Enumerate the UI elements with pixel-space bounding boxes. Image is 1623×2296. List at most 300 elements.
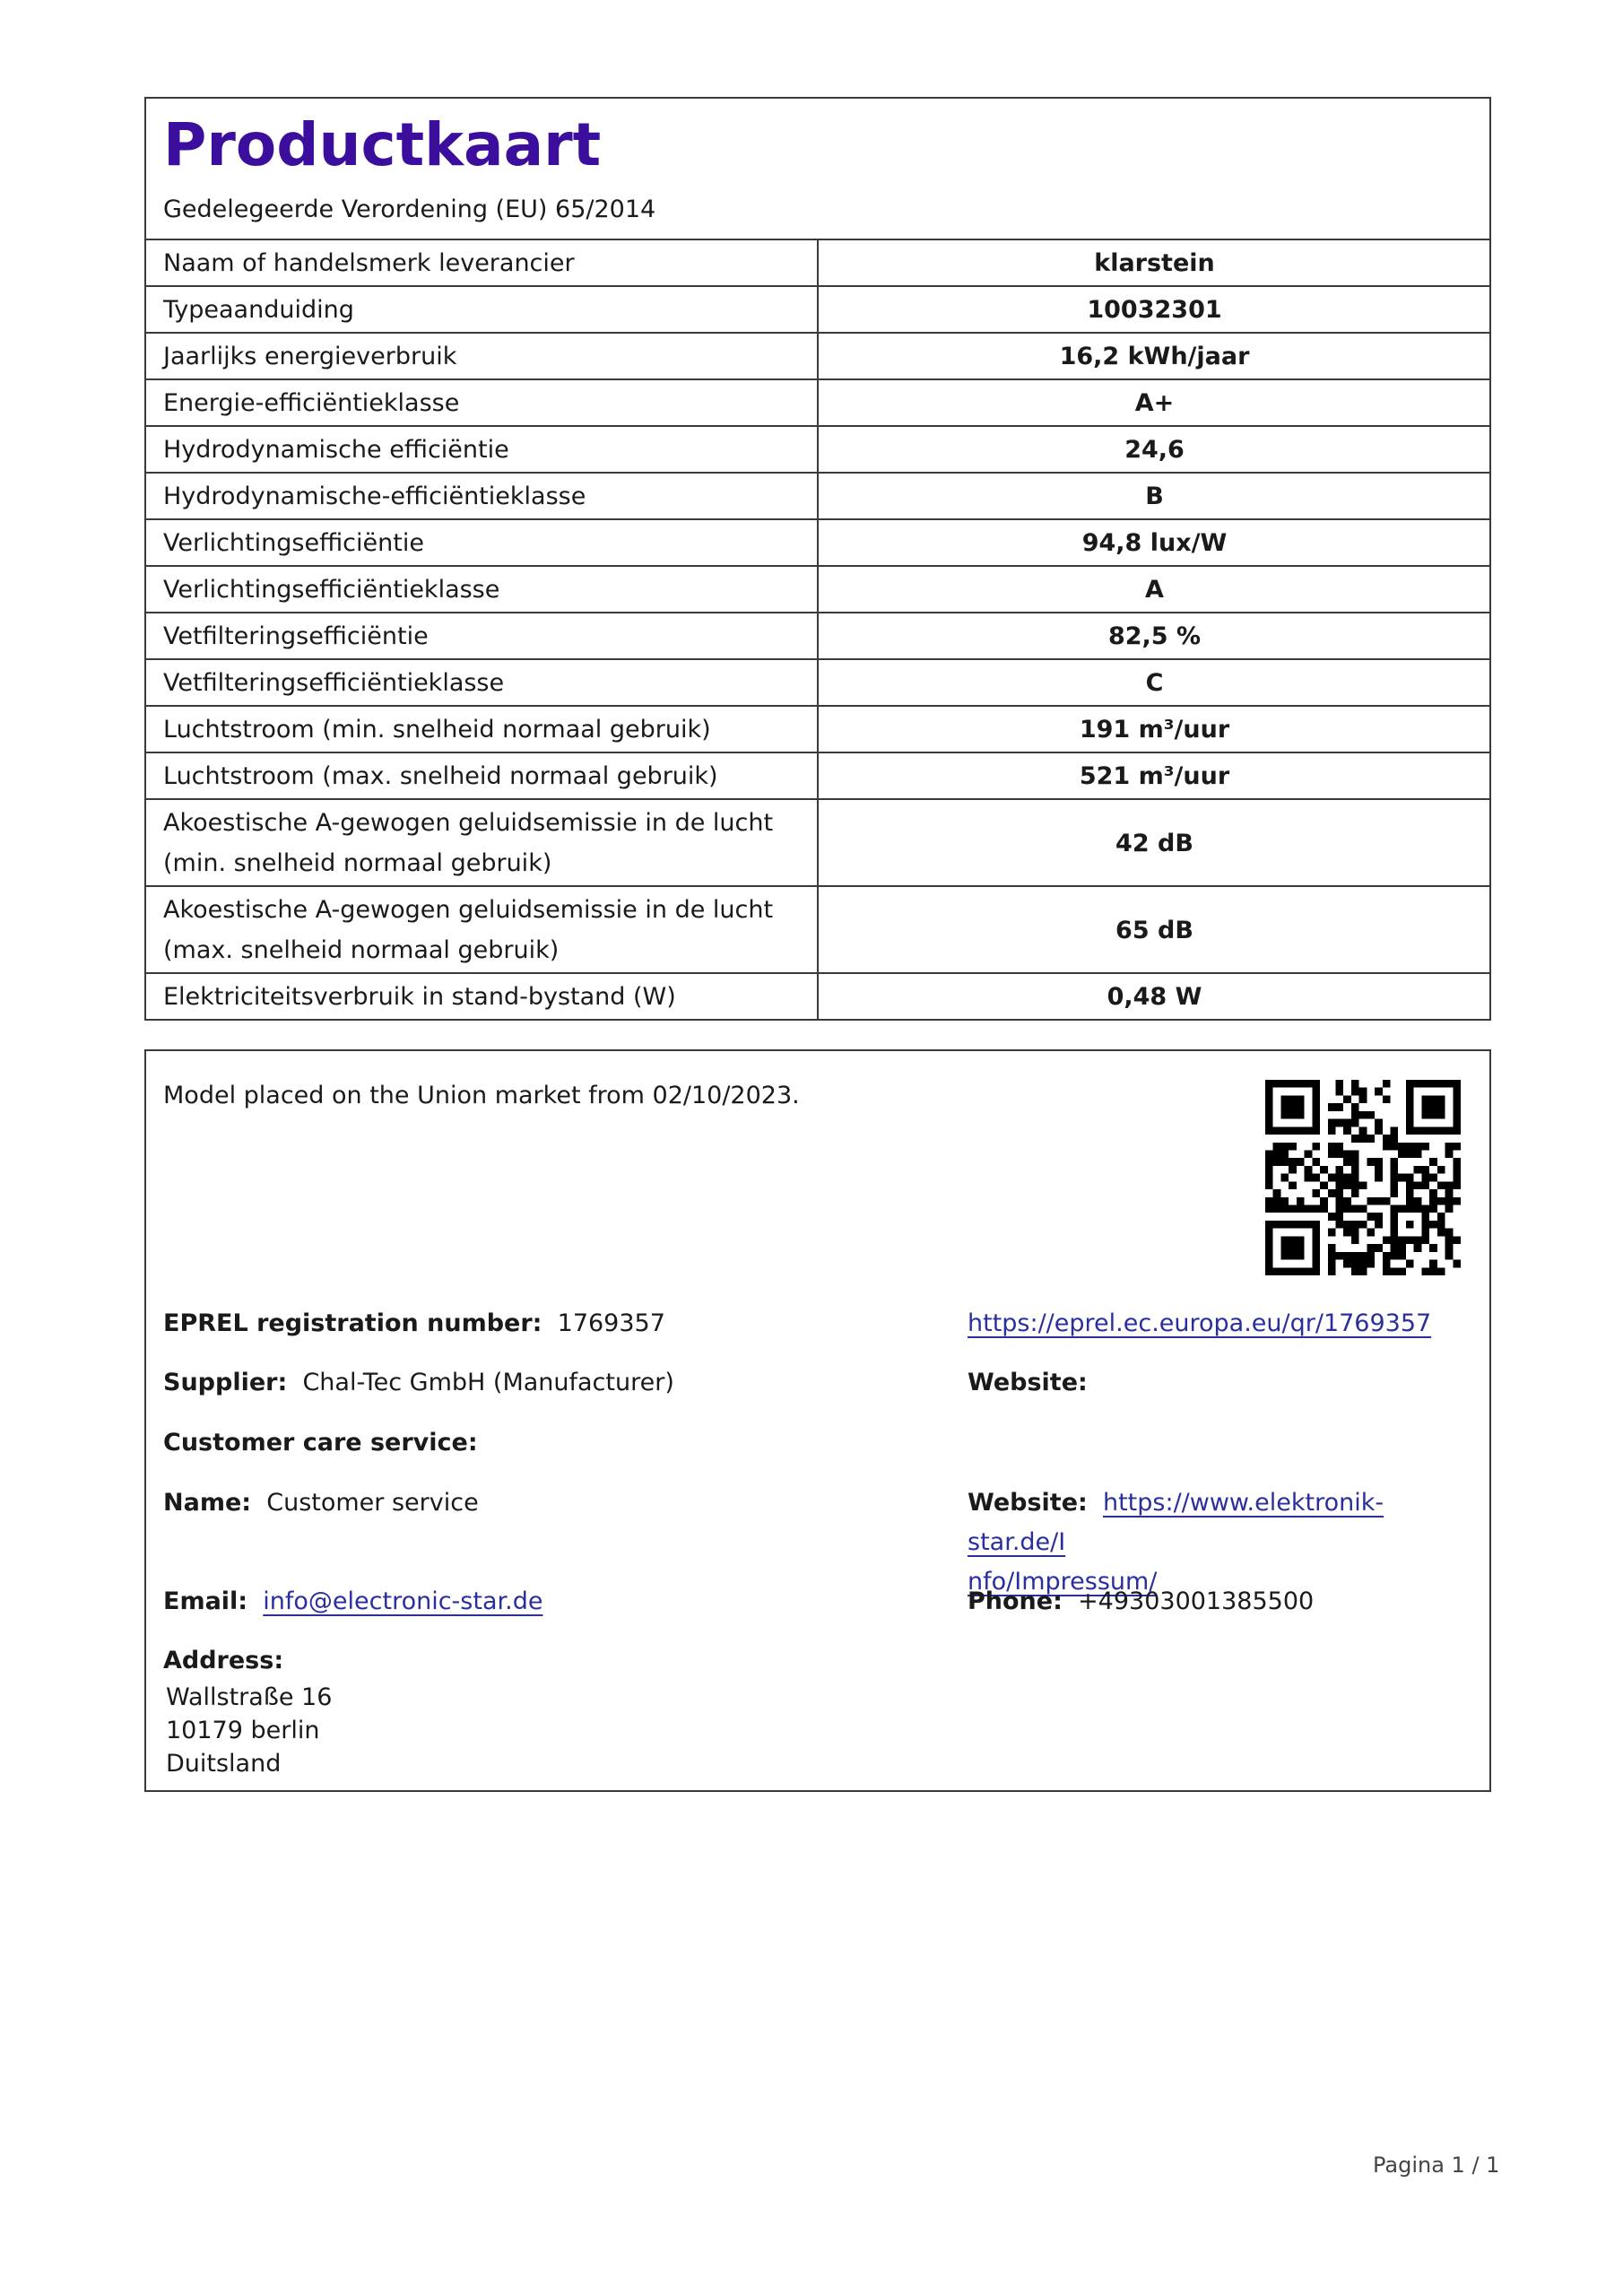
qr-module bbox=[1429, 1095, 1437, 1103]
qr-module bbox=[1305, 1080, 1313, 1088]
qr-module bbox=[1414, 1143, 1422, 1151]
row-value: 24,6 bbox=[818, 426, 1489, 473]
row-label: Elektriciteitsverbruik in stand-bystand (W) bbox=[146, 973, 818, 1019]
qr-module bbox=[1445, 1150, 1454, 1158]
qr-module bbox=[1359, 1205, 1367, 1213]
qr-module bbox=[1429, 1080, 1437, 1088]
qr-module bbox=[1391, 1205, 1399, 1213]
qr-module bbox=[1445, 1197, 1454, 1205]
qr-module bbox=[1320, 1197, 1328, 1205]
address-street: Wallstraße 16 bbox=[166, 1683, 333, 1711]
qr-module bbox=[1351, 1205, 1359, 1213]
qr-module bbox=[1328, 1267, 1336, 1275]
qr-module bbox=[1414, 1205, 1422, 1213]
qr-module bbox=[1367, 1252, 1375, 1260]
qr-module bbox=[1265, 1252, 1273, 1260]
qr-module bbox=[1375, 1088, 1383, 1096]
qr-module bbox=[1375, 1174, 1383, 1182]
qr-module bbox=[1437, 1111, 1445, 1119]
qr-module bbox=[1335, 1213, 1343, 1221]
qr-module bbox=[1406, 1103, 1414, 1111]
qr-module bbox=[1312, 1229, 1320, 1237]
qr-module bbox=[1375, 1221, 1383, 1229]
cs-website-link-cont[interactable]: nfo/Impressum/ bbox=[968, 1568, 1158, 1596]
qr-module bbox=[1273, 1080, 1281, 1088]
qr-module bbox=[1280, 1221, 1289, 1229]
row-value: 42 dB bbox=[818, 799, 1489, 886]
qr-module bbox=[1383, 1267, 1391, 1275]
qr-module bbox=[1312, 1111, 1320, 1119]
cs-email bbox=[163, 1582, 542, 1622]
qr-module bbox=[1297, 1111, 1305, 1119]
qr-module bbox=[1437, 1080, 1445, 1088]
qr-module bbox=[1289, 1252, 1297, 1260]
qr-module bbox=[1391, 1229, 1399, 1237]
qr-module bbox=[1305, 1174, 1313, 1182]
qr-module bbox=[1289, 1080, 1297, 1088]
supplier-name: Chal-Tec GmbH (Manufacturer) bbox=[302, 1369, 674, 1396]
qr-module bbox=[1289, 1166, 1297, 1174]
address-block bbox=[166, 1681, 332, 1780]
qr-module bbox=[1406, 1088, 1414, 1096]
qr-module bbox=[1343, 1252, 1351, 1260]
qr-module bbox=[1391, 1166, 1399, 1174]
qr-module bbox=[1343, 1229, 1351, 1237]
qr-module bbox=[1351, 1236, 1359, 1244]
row-label: Verlichtingsefficiëntie bbox=[146, 519, 818, 566]
qr-module bbox=[1335, 1080, 1343, 1088]
row-value: 82,5 % bbox=[818, 613, 1489, 659]
qr-module bbox=[1391, 1213, 1399, 1221]
qr-module bbox=[1265, 1150, 1273, 1158]
qr-module bbox=[1437, 1103, 1445, 1111]
qr-module bbox=[1335, 1181, 1343, 1189]
qr-module bbox=[1406, 1095, 1414, 1103]
eprel-link-wrap bbox=[968, 1304, 1431, 1344]
qr-module bbox=[1265, 1221, 1273, 1229]
qr-module bbox=[1343, 1095, 1351, 1103]
qr-module bbox=[1351, 1111, 1359, 1119]
cs-phone bbox=[968, 1582, 1314, 1622]
qr-module bbox=[1305, 1126, 1313, 1135]
qr-module bbox=[1421, 1236, 1429, 1244]
row-label: Verlichtingsefficiëntieklasse bbox=[146, 566, 818, 613]
qr-module bbox=[1265, 1197, 1273, 1205]
qr-module bbox=[1429, 1267, 1437, 1275]
qr-module bbox=[1359, 1267, 1367, 1275]
qr-module bbox=[1297, 1095, 1305, 1103]
qr-module bbox=[1406, 1197, 1414, 1205]
qr-module bbox=[1273, 1205, 1281, 1213]
qr-module bbox=[1297, 1221, 1305, 1229]
qr-module bbox=[1391, 1189, 1399, 1197]
qr-module bbox=[1406, 1221, 1414, 1229]
qr-module bbox=[1414, 1166, 1422, 1174]
qr-module bbox=[1343, 1119, 1351, 1127]
qr-module bbox=[1328, 1260, 1336, 1268]
cs-address bbox=[163, 1641, 332, 1780]
email-link[interactable]: info@electronic-star.de bbox=[263, 1587, 543, 1615]
qr-module bbox=[1312, 1126, 1320, 1135]
qr-module bbox=[1280, 1197, 1289, 1205]
qr-module bbox=[1335, 1205, 1343, 1213]
qr-module bbox=[1383, 1236, 1391, 1244]
row-value: 10032301 bbox=[818, 286, 1489, 333]
qr-module bbox=[1429, 1197, 1437, 1205]
qr-module bbox=[1312, 1088, 1320, 1096]
qr-module bbox=[1335, 1088, 1343, 1096]
row-label: Akoestische A-gewogen geluidsemissie in de lucht (max. snelheid normaal gebruik) bbox=[146, 886, 818, 973]
customer-care-heading bbox=[163, 1423, 478, 1463]
supplier-label: Supplier: bbox=[163, 1369, 288, 1396]
qr-module bbox=[1312, 1189, 1320, 1197]
qr-module bbox=[1297, 1197, 1305, 1205]
qr-module bbox=[1375, 1126, 1383, 1135]
qr-module bbox=[1280, 1095, 1289, 1103]
qr-module bbox=[1391, 1158, 1399, 1166]
address-country: Duitsland bbox=[166, 1750, 282, 1778]
qr-module bbox=[1312, 1260, 1320, 1268]
qr-module bbox=[1453, 1126, 1461, 1135]
row-label: Akoestische A-gewogen geluidsemissie in de lucht (min. snelheid normaal gebruik) bbox=[146, 799, 818, 886]
qr-module bbox=[1445, 1126, 1454, 1135]
qr-module bbox=[1375, 1197, 1383, 1205]
table-row bbox=[146, 519, 1489, 566]
row-value: 191 m³/uur bbox=[818, 706, 1489, 752]
qr-module bbox=[1351, 1267, 1359, 1275]
phone-value: +49303001385500 bbox=[1078, 1587, 1315, 1615]
qr-module bbox=[1351, 1150, 1359, 1158]
row-value: 521 m³/uur bbox=[818, 752, 1489, 799]
qr-module bbox=[1375, 1244, 1383, 1252]
qr-module bbox=[1445, 1080, 1454, 1088]
qr-module bbox=[1297, 1126, 1305, 1135]
row-value: 65 dB bbox=[818, 886, 1489, 973]
qr-module bbox=[1335, 1174, 1343, 1182]
qr-module bbox=[1312, 1221, 1320, 1229]
row-value: 0,48 W bbox=[818, 973, 1489, 1019]
qr-module bbox=[1289, 1111, 1297, 1119]
row-label: Vetfilteringsefficiëntie bbox=[146, 613, 818, 659]
qr-module bbox=[1289, 1095, 1297, 1103]
qr-module bbox=[1297, 1236, 1305, 1244]
qr-module bbox=[1305, 1150, 1313, 1158]
table-row bbox=[146, 752, 1489, 799]
qr-module bbox=[1273, 1197, 1281, 1205]
qr-module bbox=[1265, 1166, 1273, 1174]
qr-module bbox=[1280, 1236, 1289, 1244]
qr-module bbox=[1343, 1150, 1351, 1158]
qr-module bbox=[1445, 1143, 1454, 1151]
table-row bbox=[146, 706, 1489, 752]
qr-module bbox=[1351, 1229, 1359, 1237]
qr-module bbox=[1328, 1150, 1336, 1158]
qr-module bbox=[1383, 1197, 1391, 1205]
qr-module bbox=[1351, 1252, 1359, 1260]
qr-module bbox=[1414, 1080, 1422, 1088]
qr-module bbox=[1305, 1205, 1313, 1213]
qr-module bbox=[1359, 1252, 1367, 1260]
qr-module bbox=[1312, 1244, 1320, 1252]
customer-care-label: Customer care service: bbox=[163, 1429, 478, 1457]
qr-module bbox=[1398, 1236, 1406, 1244]
qr-module bbox=[1328, 1252, 1336, 1260]
qr-module bbox=[1273, 1189, 1281, 1197]
row-label: Energie-efficiëntieklasse bbox=[146, 379, 818, 426]
qr-module bbox=[1265, 1181, 1273, 1189]
qr-module bbox=[1312, 1095, 1320, 1103]
cs-website-label: Website: bbox=[968, 1489, 1088, 1517]
qr-module bbox=[1437, 1229, 1445, 1237]
qr-module bbox=[1280, 1205, 1289, 1213]
qr-module bbox=[1429, 1189, 1437, 1197]
table-row bbox=[146, 379, 1489, 426]
qr-module bbox=[1320, 1205, 1328, 1213]
qr-module bbox=[1375, 1166, 1383, 1174]
qr-module bbox=[1398, 1252, 1406, 1260]
qr-module bbox=[1265, 1236, 1273, 1244]
qr-module bbox=[1280, 1158, 1289, 1166]
qr-module bbox=[1453, 1088, 1461, 1096]
qr-module bbox=[1280, 1080, 1289, 1088]
qr-module bbox=[1320, 1166, 1328, 1174]
qr-module bbox=[1414, 1181, 1422, 1189]
qr-module bbox=[1453, 1080, 1461, 1088]
eprel-info-box bbox=[144, 1049, 1491, 1792]
qr-module bbox=[1398, 1267, 1406, 1275]
qr-module bbox=[1391, 1236, 1399, 1244]
qr-module bbox=[1335, 1197, 1343, 1205]
qr-module bbox=[1429, 1111, 1437, 1119]
qr-module bbox=[1335, 1221, 1343, 1229]
row-value: 94,8 lux/W bbox=[818, 519, 1489, 566]
phone-label: Phone: bbox=[968, 1587, 1063, 1615]
qr-module bbox=[1351, 1221, 1359, 1229]
qr-module bbox=[1359, 1260, 1367, 1268]
page-title: Productkaart bbox=[163, 110, 602, 179]
qr-module bbox=[1359, 1181, 1367, 1189]
card-header bbox=[146, 99, 1489, 239]
qr-module bbox=[1445, 1189, 1454, 1197]
qr-module bbox=[1437, 1213, 1445, 1221]
qr-module bbox=[1391, 1174, 1399, 1182]
qr-module bbox=[1343, 1197, 1351, 1205]
row-value: klarstein bbox=[818, 239, 1489, 286]
qr-module bbox=[1289, 1126, 1297, 1135]
row-label: Jaarlijks energieverbruik bbox=[146, 333, 818, 379]
row-label: Vetfilteringsefficiëntieklasse bbox=[146, 659, 818, 706]
qr-module bbox=[1421, 1095, 1429, 1103]
qr-module bbox=[1414, 1244, 1422, 1252]
qr-module bbox=[1265, 1205, 1273, 1213]
qr-module bbox=[1312, 1080, 1320, 1088]
qr-module bbox=[1328, 1126, 1336, 1135]
qr-module bbox=[1421, 1181, 1429, 1189]
row-value: 16,2 kWh/jaar bbox=[818, 333, 1489, 379]
supplier bbox=[163, 1363, 674, 1403]
row-label: Typeaanduiding bbox=[146, 286, 818, 333]
qr-module bbox=[1335, 1166, 1343, 1174]
qr-module bbox=[1335, 1143, 1343, 1151]
qr-module bbox=[1312, 1205, 1320, 1213]
qr-module bbox=[1280, 1267, 1289, 1275]
qr-module bbox=[1289, 1143, 1297, 1151]
eprel-link[interactable]: https://eprel.ec.europa.eu/qr/1769357 bbox=[968, 1309, 1432, 1337]
qr-module bbox=[1305, 1221, 1313, 1229]
qr-module bbox=[1406, 1205, 1414, 1213]
qr-module bbox=[1359, 1111, 1367, 1119]
qr-module bbox=[1289, 1205, 1297, 1213]
qr-module bbox=[1406, 1174, 1414, 1182]
qr-module bbox=[1280, 1143, 1289, 1151]
qr-module bbox=[1453, 1111, 1461, 1119]
qr-module bbox=[1453, 1158, 1461, 1166]
qr-module bbox=[1312, 1158, 1320, 1166]
qr-module bbox=[1273, 1221, 1281, 1229]
qr-module bbox=[1429, 1103, 1437, 1111]
qr-module bbox=[1453, 1119, 1461, 1127]
row-value: C bbox=[818, 659, 1489, 706]
qr-module bbox=[1391, 1181, 1399, 1189]
qr-module bbox=[1367, 1213, 1375, 1221]
qr-module bbox=[1328, 1143, 1336, 1151]
qr-module bbox=[1351, 1174, 1359, 1182]
cs-name bbox=[163, 1483, 479, 1523]
cs-website-link[interactable]: https://www.elektronik-star.de/I bbox=[968, 1489, 1384, 1556]
qr-module bbox=[1359, 1088, 1367, 1096]
qr-module bbox=[1453, 1236, 1461, 1244]
qr-module bbox=[1406, 1189, 1414, 1197]
qr-module bbox=[1391, 1126, 1399, 1135]
qr-module bbox=[1391, 1135, 1399, 1143]
qr-module bbox=[1343, 1221, 1351, 1229]
qr-module bbox=[1320, 1181, 1328, 1189]
qr-module bbox=[1312, 1252, 1320, 1260]
address-label: Address: bbox=[163, 1647, 284, 1674]
eprel-label: EPREL registration number: bbox=[163, 1309, 542, 1337]
qr-module bbox=[1289, 1158, 1297, 1166]
qr-module bbox=[1406, 1111, 1414, 1119]
qr-module bbox=[1398, 1205, 1406, 1213]
qr-module bbox=[1406, 1126, 1414, 1135]
qr-module bbox=[1297, 1252, 1305, 1260]
qr-module bbox=[1289, 1103, 1297, 1111]
qr-module bbox=[1453, 1181, 1461, 1189]
qr-module bbox=[1437, 1221, 1445, 1229]
qr-module bbox=[1375, 1119, 1383, 1127]
table-row bbox=[146, 659, 1489, 706]
qr-module bbox=[1375, 1213, 1383, 1221]
address-city: 10179 berlin bbox=[166, 1717, 320, 1744]
qr-module bbox=[1289, 1236, 1297, 1244]
row-label: Hydrodynamische-efficiëntieklasse bbox=[146, 473, 818, 519]
qr-module bbox=[1421, 1221, 1429, 1229]
qr-module bbox=[1312, 1119, 1320, 1127]
qr-module bbox=[1351, 1135, 1359, 1143]
qr-module bbox=[1383, 1135, 1391, 1143]
qr-module bbox=[1265, 1103, 1273, 1111]
qr-module bbox=[1280, 1244, 1289, 1252]
qr-module bbox=[1335, 1252, 1343, 1260]
table-row bbox=[146, 613, 1489, 659]
qr-module bbox=[1414, 1126, 1422, 1135]
row-value: A+ bbox=[818, 379, 1489, 426]
qr-module bbox=[1367, 1158, 1375, 1166]
qr-module bbox=[1437, 1095, 1445, 1103]
email-label: Email: bbox=[163, 1587, 248, 1615]
qr-module bbox=[1398, 1174, 1406, 1182]
qr-module bbox=[1429, 1158, 1437, 1166]
qr-module bbox=[1414, 1150, 1422, 1158]
qr-module bbox=[1312, 1236, 1320, 1244]
qr-module bbox=[1289, 1244, 1297, 1252]
spec-table bbox=[146, 239, 1489, 1019]
qr-module bbox=[1453, 1143, 1461, 1151]
qr-module bbox=[1273, 1126, 1281, 1135]
qr-module bbox=[1453, 1103, 1461, 1111]
name-value: Customer service bbox=[266, 1489, 479, 1517]
eprel-number: 1769357 bbox=[557, 1309, 665, 1337]
qr-module bbox=[1383, 1252, 1391, 1260]
qr-module bbox=[1335, 1103, 1343, 1111]
supplier-website bbox=[968, 1363, 1088, 1403]
qr-module bbox=[1453, 1197, 1461, 1205]
qr-module bbox=[1265, 1095, 1273, 1103]
qr-module bbox=[1391, 1244, 1399, 1252]
qr-module bbox=[1406, 1260, 1414, 1268]
table-row bbox=[146, 239, 1489, 286]
qr-module bbox=[1359, 1095, 1367, 1103]
qr-module bbox=[1265, 1088, 1273, 1096]
qr-module bbox=[1437, 1181, 1445, 1189]
qr-module bbox=[1429, 1126, 1437, 1135]
qr-module bbox=[1343, 1181, 1351, 1189]
qr-module bbox=[1265, 1260, 1273, 1268]
qr-module bbox=[1429, 1244, 1437, 1252]
qr-module bbox=[1351, 1158, 1359, 1166]
qr-module bbox=[1265, 1244, 1273, 1252]
table-row bbox=[146, 473, 1489, 519]
qr-module bbox=[1280, 1103, 1289, 1111]
qr-module bbox=[1359, 1126, 1367, 1135]
qr-module bbox=[1305, 1166, 1313, 1174]
qr-module bbox=[1406, 1143, 1414, 1151]
qr-module bbox=[1391, 1252, 1399, 1260]
qr-module bbox=[1328, 1189, 1336, 1197]
qr-module bbox=[1445, 1252, 1454, 1260]
qr-module bbox=[1383, 1080, 1391, 1088]
qr-module bbox=[1328, 1229, 1336, 1237]
qr-module bbox=[1367, 1197, 1375, 1205]
qr-module bbox=[1414, 1197, 1422, 1205]
qr-module bbox=[1437, 1126, 1445, 1135]
qr-module bbox=[1273, 1143, 1281, 1151]
qr-module bbox=[1328, 1103, 1336, 1111]
qr-module bbox=[1280, 1174, 1289, 1182]
qr-module bbox=[1343, 1205, 1351, 1213]
qr-module bbox=[1273, 1267, 1281, 1275]
qr-module bbox=[1351, 1189, 1359, 1197]
qr-module bbox=[1351, 1166, 1359, 1174]
qr-module bbox=[1265, 1126, 1273, 1135]
qr-module bbox=[1453, 1174, 1461, 1182]
page-number: Pagina 1 / 1 bbox=[1373, 2152, 1500, 2178]
qr-module bbox=[1367, 1111, 1375, 1119]
qr-module bbox=[1289, 1267, 1297, 1275]
qr-module bbox=[1312, 1143, 1320, 1151]
qr-module bbox=[1265, 1080, 1273, 1088]
qr-module bbox=[1289, 1181, 1297, 1189]
